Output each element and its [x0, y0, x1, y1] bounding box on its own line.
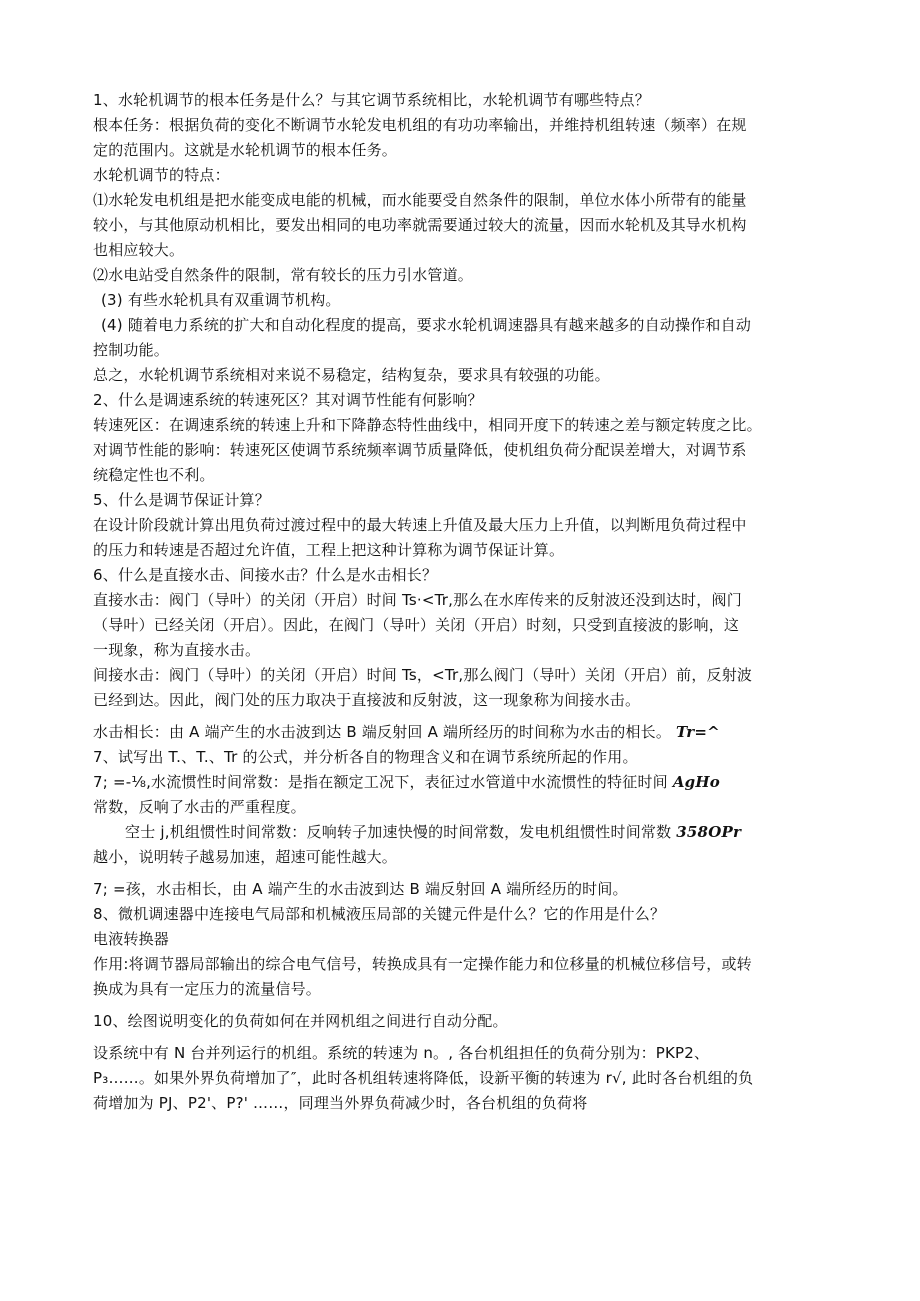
q1-feature-line: ⑴水轮发电机组是把水能变成电能的机械，而水能要受自然条件的限制，单位水体小所带有的能量	[93, 191, 747, 209]
water-hammer-phase-formula: Tr=^	[676, 723, 720, 741]
q6-answer-line: 直接水击：阀门（导叶）的关闭（开启）时间 Ts·<Tr,那么在水库传来的反射波还没到达时，阀门	[93, 591, 742, 609]
q5-answer-line: 的压力和转速是否超过允许值，工程上把这种计算称为调节保证计算。	[93, 541, 565, 559]
q1-features-heading: 水轮机调节的特点：	[93, 166, 230, 184]
document-body	[93, 88, 838, 1116]
q1-feature-line: ⑵水电站受自然条件的限制，常有较长的压力引水管道。	[93, 266, 474, 284]
q2-answer-line: 统稳定性也不利。	[93, 466, 215, 484]
q6-answer-line: 已经到达。因此，阀门处的压力取决于直接波和反射波，这一现象称为间接水击。	[93, 691, 641, 709]
q1-feature-line: (4) 随着电力系统的扩大和自动化程度的提高，要求水轮机调速器具有越来越多的自动操作和自动	[101, 316, 752, 334]
tw-text: 7; =-⅛,水流惯性时间常数：是指在额定工况下，表征过水管道中水流惯性的特征时间	[93, 773, 668, 791]
tw-formula: AgHo	[672, 773, 720, 791]
q8-answer-line: 作用:将调节器局部输出的综合电气信号，转换成具有一定操作能力和位移量的机械位移信号，或转	[93, 955, 752, 973]
q2-title: 2、什么是调速系统的转速死区？其对调节性能有何影响？	[93, 391, 483, 409]
q6-answer-line: 间接水击：阀门（导叶）的关闭（开启）时间 Ts，<Tr,那么阀门（导叶）关闭（开启）前，反射波	[93, 666, 753, 684]
q10-answer-line: 荷增加为 PJ、P2'、P?' ……，同理当外界负荷减少时，各台机组的负荷将	[93, 1094, 588, 1112]
ta-line-continued: 越小，说明转子越易加速，超速可能性越大。	[93, 848, 398, 866]
q1-feature-line: 控制功能。	[93, 341, 170, 359]
water-hammer-phase-text: 水击相长：由 A 端产生的水击波到达 B 端反射回 A 端所经历的时间称为水击的相长。	[93, 723, 672, 741]
q1-answer-line: 根本任务：根据负荷的变化不断调节水轮发电机组的有功功率输出，并维持机组转速（频率）在规	[93, 116, 747, 134]
tr-line: 7; =孩，水击相长，由 A 端产生的水击波到达 B 端反射回 A 端所经历的时间。	[93, 880, 628, 898]
q6-title: 6、什么是直接水击、间接水击？什么是水击相长？	[93, 566, 438, 584]
q1-answer-line: 定的范围内。这就是水轮机调节的根本任务。	[93, 141, 398, 159]
q8-answer-line: 电液转换器	[93, 930, 170, 948]
q10-answer-line: P₃……。如果外界负荷增加了″，此时各机组转速将降低，设新平衡的转速为 r√, 此时各台机组的负	[93, 1069, 754, 1087]
q8-answer-line: 换成为具有一定压力的流量信号。	[93, 980, 322, 998]
q10-title: 10、绘图说明变化的负荷如何在并网机组之间进行自动分配。	[93, 1012, 508, 1030]
q1-feature-line: 较小，与其他原动机相比，要发出相同的电功率就需要通过较大的流量，因而水轮机及其导水机构	[93, 216, 747, 234]
q6-answer-line: （导叶）已经关闭（开启）。因此，在阀门（导叶）关闭（开启）时刻，只受到直接波的影响，这	[93, 616, 740, 634]
q8-title: 8、微机调速器中连接电气局部和机械液压局部的关键元件是什么？它的作用是什么？	[93, 905, 666, 923]
q1-summary: 总之，水轮机调节系统相对来说不易稳定，结构复杂，要求具有较强的功能。	[93, 366, 610, 384]
q6-answer-line: 一现象，称为直接水击。	[93, 641, 261, 659]
ta-text: 空士 j,机组惯性时间常数：反响转子加速快慢的时间常数，发电机组惯性时间常数	[125, 823, 672, 841]
q2-answer-line: 转速死区：在调速系统的转速上升和下降静态特性曲线中，相同开度下的转速之差与额定转度之比。	[93, 416, 762, 434]
q7-title: 7、试写出 T.、T.、Tr 的公式，并分析各自的物理含义和在调节系统所起的作用。	[93, 748, 638, 766]
water-hammer-phase-line	[93, 720, 838, 745]
q5-title: 5、什么是调节保证计算？	[93, 491, 270, 509]
q1-feature-line: (3) 有些水轮机具有双重调节机构。	[101, 291, 341, 309]
q1-feature-line: 也相应较大。	[93, 241, 185, 259]
ta-line	[93, 820, 838, 845]
q1-title: 1、水轮机调节的根本任务是什么？与其它调节系统相比，水轮机调节有哪些特点？	[93, 91, 650, 109]
q5-answer-line: 在设计阶段就计算出甩负荷过渡过程中的最大转速上升值及最大压力上升值，以判断甩负荷过程中	[93, 516, 747, 534]
q10-answer-line: 设系统中有 N 台并列运行的机组。系统的转速为 n。, 各台机组担任的负荷分别为：PKP2、	[93, 1044, 710, 1062]
ta-formula: 358OPr	[676, 823, 742, 841]
q2-answer-line: 对调节性能的影响：转速死区使调节系统频率调节质量降低，使机组负荷分配误差增大，对调节系	[93, 441, 747, 459]
tw-line-continued: 常数，反响了水击的严重程度。	[93, 798, 306, 816]
tw-line	[93, 770, 838, 795]
